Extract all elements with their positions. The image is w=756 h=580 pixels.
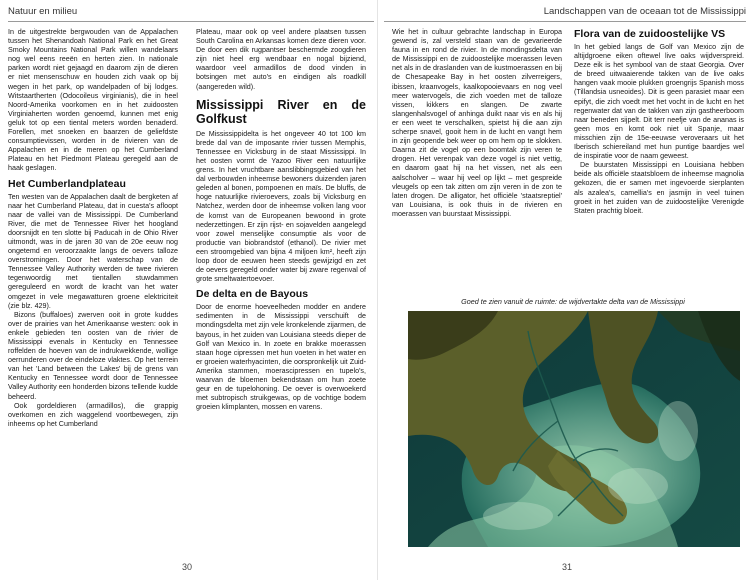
left-column-1: [8, 28, 178, 556]
header-rule-right: [384, 21, 746, 22]
right-page: [378, 0, 756, 580]
paragraph: Door de enorme hoeveelheden modder en andere sedimenten in de Mississippi verschuift de mondingsdelta met zijn vele kronkelende zijarmen, de bayous, in het zuiden van Louisiana steeds dieper de Golf van Mexico in. In zoete en brakke moerassen staan hoge cipressen met hun voeten in het water en er groeien waterhyacinten, die oorspronkelijk uit Zuid-Amerika stammen, moerascipressen en tupelo's, waarvan de bloemen bekendstaan om hun zoete geur en de tupelohoning. De oever is overwoekerd met subtropisch struikgewas, op de vochtige bodem groeien klimplanten, mossen en varens.: [196, 303, 366, 412]
section-heading: Het Cumberlandplateau: [8, 177, 126, 190]
section-heading: De delta en de Bayous: [196, 288, 309, 301]
page-number-left: 30: [182, 562, 193, 572]
photo-caption: Goed te zien vanuit de ruimte: de wijdvertakte delta van de Mississippi: [461, 297, 685, 306]
paragraph: De buurstaten Mississippi en Louisiana hebben beide als officiële staatsbloem de inheemse magnolia gekozen, die er samen met ingevoerde sierplanten als azalea's, camellia's en jasmijn in veel tuinen groeit in het zuiden van de zuidoostelijke Verenigde Staten prachtig bloeit.: [574, 161, 744, 215]
section-heading: Flora van de zuidoostelijke VS: [574, 28, 726, 40]
paragraph: Wie het in cultuur gebrachte landschap in Europa gewend is, zal versteld staan van de gevarieerde fauna in en rond de rivier. In de mondingsdelta van de Mississippi en de zuidoostelijke moerassen leven net als in de draslanden van de kustmoerassen en bij de Chesapeake Bay in het oosten zilverreigers, ibissen, kraanvogels, kaalkopooievaars en nog veel meer watervogels, die zich voeden met de talloze vissen, kikkers en slangen. De zwarte slangenhalsvogel of anhinga duikt naar vis en als hij er een weet te verschalken, spietst hij die aan zijn scherpe snavel, gooit hem in de lucht en vangt hem in zijn geopende bek weer op om hem op te slokken. Daarna zit de vogel op een boomtak zijn veren te drogen. Het verenpak van deze vogel is niet vettig, en daarom gaat hij na het vissen, net als een aalscholver – waar hij veel op lijkt – met gespreide vleugels op een tak zitten om zijn veren in de zon te laten drogen. De alligator, het officiële 'staatsreptiel' van Louisiana, is ook thuis in de rivieren en moerassen van buurstaat Mississippi.: [392, 28, 562, 218]
paragraph: De Mississippidelta is het ongeveer 40 tot 100 km brede dal van de imposante rivier tussen Memphis, Tennessee en Vicksburg in de staat Mississippi. In het oosten vormt de Yazoo River een natuurlijke grens. In het vruchtbare aanslibbingsgebied van het dal verbouwden inheemse bewoners duizenden jaren geleden al bonen, pompoenen en maïs. De bluffs, de hoge natuurlijke rivieroevers, zoals bij Vicksburg en Natchez, werden door de inheemse volken lang voor de komst van de Europeanen bewoond in grote nederzettingen. Er zijn rijst- en sojavelden aangelegd voor zowel menselijke consumptie als voor de productie van biobrandstof (ethanol). De rivier met een stroomgebied van bijna 4 miljoen km², heeft zijn loop door de eeuwen heen steeds gewijzigd en zet de oevers geregeld onder water bij zware regenval of grote smeltwatertoevoer.: [196, 129, 366, 284]
paragraph: In het gebied langs de Golf van Mexico zijn de altijdgroene eiken oftewel live oaks wijdverspreid. Deze eik is het symbool van de staat Georgia. Over de breed uitwaaierende takken van de live oaks hangen vaak mooie plukken groengrijs Spanish moss (Tillandsia usneoides). Dit is geen parasiet maar een epifyt, die zich voedt met het vocht in de lucht en het regenwater dat van de takken van zijn gastheerboom naar beneden sijpelt. Dit terr neefje van de ananas is geen mos en komt ook niet uit Spanje, maar misschien zijn de 15e-eeuwse veroveraars uit het Iberisch schiereiland met hun puntige baardjes wel de inspiratie voor de naam geweest.: [574, 43, 744, 161]
chapter-heading: Mississippi River en de Golfkust: [196, 97, 366, 126]
running-head-right: Landschappen van de oceaan tot de Mississippi: [543, 6, 746, 17]
page-number-right: 31: [562, 562, 573, 572]
satellite-photo-mississippi-delta: [408, 311, 740, 547]
paragraph: Plateau, maar ook op veel andere plaatsen tussen South Carolina en Arkansas komen deze dieren voor. De door een dik rugpantser beschermde zoogdieren zijn niet heel erg wendbaar en nogal bijziend, waardoor veel armadillos de dood vinden in botsingen met auto's en eindigen als roadkill (aangereden wild).: [196, 28, 366, 91]
paragraph: In de uitgestrekte bergwouden van de Appalachen tussen het Shenandoah National Park en het Great Smoky Mountains National Park willen wandelaars nog wel eens reeën en herten zien. In nationale parken wordt niet gejaagd en daarom zijn de dieren er niet mensenschuw en houden zich vaak op bij wegen in het park, op wandelpaden of bij lodges. Witstaartherten (Odocoileus virginianis), die in heel Noord-Amerika voorkomen en in het zuidoosten Virginiaherten worden genoemd, kunnen met enig geluk tot op een tiental meters worden benaderd. Forellen, met snoeken en baarzen de geliefdste consumptievissen, worden in de rivieren van de Appalachen en in de meren op het Cumberland Plateau en het Piedmont Plateau geregeld aan de haak geslagen.: [8, 28, 178, 173]
paragraph: Ook gordeldieren (armadillos), die grappig overkomen en zich waggelend voortbewegen, zijn inheems op het Cumberland: [8, 401, 178, 428]
running-head-left: Natuur en milieu: [8, 6, 78, 17]
header-rule-left: [8, 21, 374, 22]
paragraph: Ten westen van de Appalachen daalt de bergketen af naar het Cumberland Plateau, dat in cuesta's afloopt naar de vallei van de Mississippi. De Cumberland River, die met de Tennessee River het hoogland doorsnijdt en ten slotte bij Paducah in de Ohio River uitmondt, was in de jaren 30 van de 20e eeuw nog ongetemd en veroorzaakte langs de oevers talloze overstromingen. Door het waterschap van de Tennessee Valley Authority werden de twee rivieren tegenwoordig met tientallen stuwdammen gereguleerd en wordt de kracht van het water omgezet in vele megawatturen groene elektriciteit (zie blz. 429).: [8, 192, 178, 310]
right-column-2: [574, 28, 744, 294]
right-column-1: [392, 28, 562, 294]
paragraph: Bizons (buffaloes) zwerven ooit in grote kuddes over de prairies van het Amerikaanse westen: ook in enkele gebieden ten oosten van de rivier de Mississippi evenals in Kentucky en Tennessee roffelden de hoeven van de indrukwekkende, wollige oerrunderen over de eindeloze vlaktes. Op het terrein van het 'Land between the Lakes' bij de grens van Kentucky en Tennessee wordt door de Tennessee Valley Authority een honderden bizons tellende kudde beheerd.: [8, 310, 178, 401]
left-column-2: [196, 28, 366, 556]
